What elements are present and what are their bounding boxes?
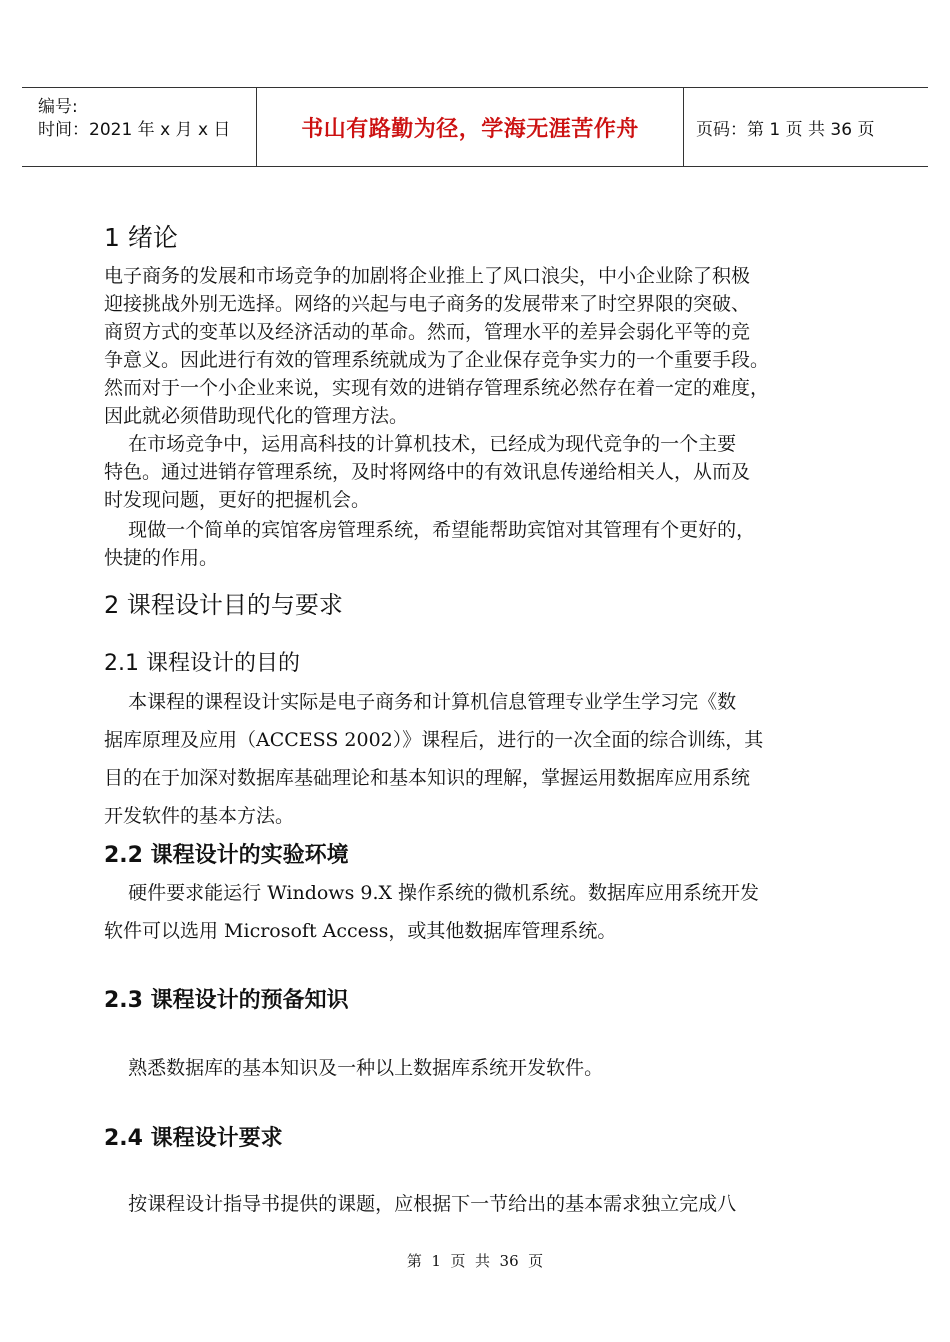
motto-text: 书山有路勤为径，学海无涯苦作舟: [301, 116, 639, 142]
text-line: 目的在于加深对数据库基础理论和基本知识的理解，掌握运用数据库应用系统: [104, 767, 751, 789]
section-2-2-title: 2.2 课程设计的实验环境: [104, 843, 349, 868]
number-label: 编号:: [38, 97, 78, 117]
header-motto-cell: [256, 88, 684, 166]
text-line: 时发现问题，更好的把握机会。: [104, 489, 371, 511]
text-line: 因此就必须借助现代化的管理方法。: [104, 405, 409, 427]
section-2-3-title: 2.3 课程设计的预备知识: [104, 988, 349, 1013]
section-1-paragraph-2: [104, 430, 864, 514]
section-2-3-paragraph: [104, 1049, 864, 1087]
text-line: 本课程的课程设计实际是电子商务和计算机信息管理专业学生学习完《数: [104, 691, 737, 713]
section-2-4-paragraph: [104, 1185, 864, 1223]
text-line: 迎接挑战外别无选择。网络的兴起与电子商务的发展带来了时空界限的突破、: [104, 293, 751, 315]
section-2-1-title: 2.1 课程设计的目的: [104, 651, 300, 676]
section-2-2-paragraph: [104, 874, 864, 950]
text-line: 电子商务的发展和市场竞争的加剧将企业推上了风口浪尖，中小企业除了积极: [104, 265, 751, 287]
header-page-cell: [684, 88, 928, 166]
text-line: 特色。通过进销存管理系统，及时将网络中的有效讯息传递给相关人，从而及: [104, 461, 751, 483]
text-line: 软件可以选用 Microsoft Access，或其他数据库管理系统。: [104, 920, 617, 942]
text-line: 快捷的作用。: [104, 547, 219, 569]
text-line: 开发软件的基本方法。: [104, 805, 295, 827]
section-1-paragraph-1: [104, 262, 864, 430]
section-2-1-paragraph: [104, 683, 864, 835]
text-line: 按课程设计指导书提供的课题，应根据下一节给出的基本需求独立完成八: [104, 1193, 737, 1215]
text-line: 熟悉数据库的基本知识及一种以上数据库系统开发软件。: [104, 1057, 604, 1079]
text-line: 硬件要求能运行 Windows 9.X 操作系统的微机系统。数据库应用系统开发: [104, 882, 760, 904]
section-1-paragraph-3: [104, 516, 864, 572]
text-line: 据库原理及应用（ACCESS 2002）》课程后，进行的一次全面的综合训练，其: [104, 729, 764, 751]
text-line: 现做一个简单的宾馆客房管理系统，希望能帮助宾馆对其管理有个更好的，: [104, 519, 756, 541]
page-footer: 第 1 页 共 36 页: [406, 1252, 544, 1270]
text-line: 商贸方式的变革以及经济活动的革命。然而，管理水平的差异会弱化平等的竞: [104, 321, 751, 343]
text-line: 在市场竞争中，运用高科技的计算机技术，已经成为现代竞争的一个主要: [104, 433, 737, 455]
document-header: [22, 87, 928, 167]
header-meta-cell: [22, 88, 256, 166]
section-2-title: 2 课程设计目的与要求: [104, 591, 343, 619]
section-2-4-title: 2.4 课程设计要求: [104, 1126, 283, 1151]
page-info: 页码：第 1 页 共 36 页: [696, 119, 875, 140]
time-label: 时间：2021 年 x 月 x 日: [38, 120, 231, 140]
text-line: 争意义。因此进行有效的管理系统就成为了企业保存竞争实力的一个重要手段。: [104, 349, 770, 371]
section-1-title: 1 绪论: [104, 223, 178, 252]
text-line: 然而对于一个小企业来说，实现有效的进销存管理系统必然存在着一定的难度，: [104, 377, 770, 399]
